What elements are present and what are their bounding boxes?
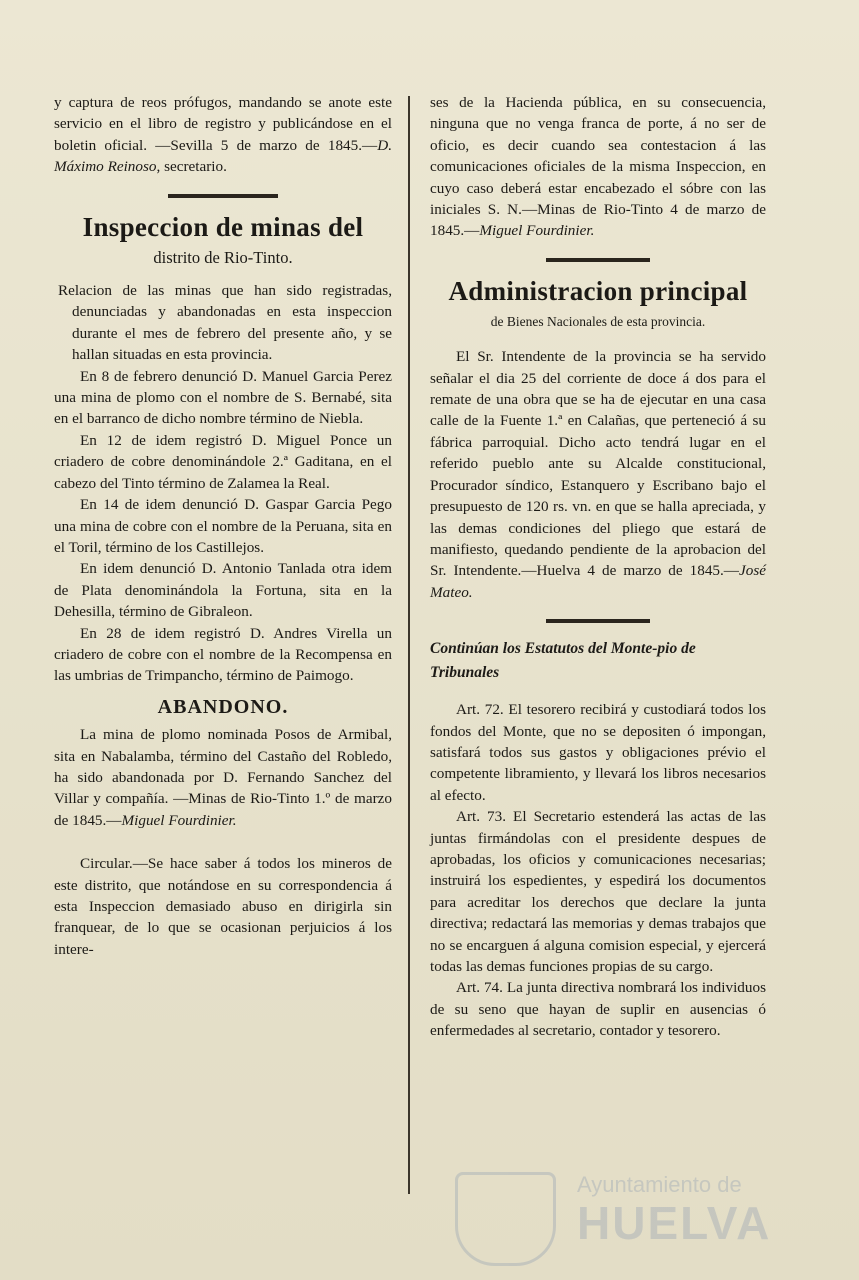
circular-continuation <box>430 92 766 242</box>
administracion-heading: Administracion principal <box>448 275 748 306</box>
circular-signature: Miguel Fourdinier. <box>479 222 595 240</box>
left-column <box>54 92 392 960</box>
article-paragraph: Art. 74. La junta directiva nombrará los individuos de su seno que hayan de suplir en ausencias ó enfermedades al secretario, contador y tesorero. <box>430 979 766 1040</box>
section-separator <box>546 619 650 623</box>
mine-entry: En idem denunció D. Antonio Tanlada otra idem de Plata denominándola la Fortuna, sita en la Dehesilla, término de Gibraleon. <box>54 560 392 621</box>
mine-entry: En 28 de idem registró D. Andres Virella un criadero de cobre con el nombre de la Recompensa en las umbrias de Trimpancho, término de Paimogo. <box>54 624 392 685</box>
section-separator <box>168 194 278 198</box>
intro-paragraph <box>54 92 392 178</box>
abandono-heading: ABANDONO. <box>157 695 289 718</box>
watermark-line1: Ayuntamiento de <box>577 1172 742 1197</box>
watermark-logo <box>455 1170 785 1265</box>
abandono-text: La mina de plomo nominada Posos de Armibal, sita en Nabalamba, término del Castaño del Robledo, ha sido abandonada por D. Fernando Sanchez del Villar y compañía. —Minas de Rio-Tinto 1.º de marzo de 1845.— <box>54 726 392 829</box>
section-separator <box>546 258 650 262</box>
right-column <box>430 92 766 1042</box>
intro-signature-suffix: , secretario. <box>156 158 227 176</box>
article-paragraph: Art. 73. El Secretario estenderá las actas de las juntas firmándolas con el presidente despues de aprobadas, los oficios y comunicaciones necesarias; instruirá los espedientes, y espedirá los documentos para acreditar los derechos que declare la junta directiva; redactará las memorias y demas trabajos que no se encarguen á alguna comision especial, y ejercerá todas las demas funciones propias de su cargo. <box>430 808 766 975</box>
intro-text: y captura de reos prófugos, mandando se anote este servicio en el libro de registro y publicándose en el boletin oficial. —Sevilla 5 de marzo de 1845.— <box>54 94 392 154</box>
inspeccion-subheading: distrito de Rio-Tinto. <box>153 247 293 267</box>
column-divider <box>408 96 410 1194</box>
shield-icon <box>455 1172 556 1266</box>
administracion-subheading: de Bienes Nacionales de esta provincia. <box>490 313 706 329</box>
administracion-paragraph <box>430 346 766 603</box>
circular-paragraph: Circular.—Se hace saber á todos los mineros de este distrito, que notándose en su correspondencia á esta Inspeccion demasiado abuso en dirigirla sin franquear, de lo que se ocasionan perjuicios á los intere- <box>54 855 392 958</box>
administracion-text: El Sr. Intendente de la provincia se ha servido señalar el dia 25 del corriente de doce á dos para el remate de una obra que se ha de ejecutar en una casa calle de la Fuente 1.ª en Calañas, que perteneció á su fábrica parroquial. Dicho acto tendrá lugar en el referido pueblo ante su Alcalde constitucional, Procurador síndico, Estanquero y Escribano bajo el presupuesto de 120 rs. vn. en que se halla apreciada, y las demas condiciones del pliego que estará de manifiesto, quedando pendiente de la aprobacion del Sr. Intendente.—Huelva 4 de marzo de 1845.— <box>430 348 766 580</box>
article-paragraph: Art. 72. El tesorero recibirá y custodiará todos los fondos del Monte, que no se depositen ó impongan, satisfará todos sus gastos y obligaciones prévio el competente libramiento, y llevará los libros necesarios al efecto. <box>430 701 766 804</box>
watermark-line2: HUELVA <box>577 1197 772 1249</box>
abandono-paragraph <box>54 724 392 831</box>
mine-entry: En 14 de idem denunció D. Gaspar Garcia Pego una mina de cobre con el nombre de la Peruana, sita en el Toril, término de los Castillejos. <box>54 496 392 556</box>
estatutos-heading: Continúan los Estatutos del Monte-pio de Tribunales <box>430 640 696 682</box>
inspeccion-heading: Inspeccion de minas del <box>82 211 364 242</box>
administracion-signature: José Mateo. <box>430 562 766 601</box>
relacion-paragraph: Relacion de las minas que han sido registradas, denunciadas y abandonadas en esta inspeccion durante el mes de febrero del presente año, y se hallan situadas en esta provincia. <box>58 282 392 364</box>
abandono-signature: Miguel Fourdinier. <box>121 811 237 829</box>
mine-entry: En 12 de idem registró D. Miguel Ponce un criadero de cobre denominándole 2.ª Gaditana, en el cabezo del Tinto término de Zalamea la Real. <box>54 431 392 492</box>
mine-entry: En 8 de febrero denunció D. Manuel Garcia Perez una mina de plomo con el nombre de S. Bernabé, sita en el barranco de dicho nombre término de Niebla. <box>54 367 392 428</box>
circular-continuation-text: ses de la Hacienda pública, en su consecuencia, ninguna que no venga franca de porte, á no ser de oficio, es decir cuando sea contestacion á las comunicaciones oficiales de la misma Inspeccion, en cuyo caso deberá estar encabezado el sóbre con las iniciales S. N.—Minas de Rio-Tinto 4 de marzo de 1845.— <box>430 94 766 240</box>
intro-signature: D. Máximo Reinoso <box>54 136 392 176</box>
